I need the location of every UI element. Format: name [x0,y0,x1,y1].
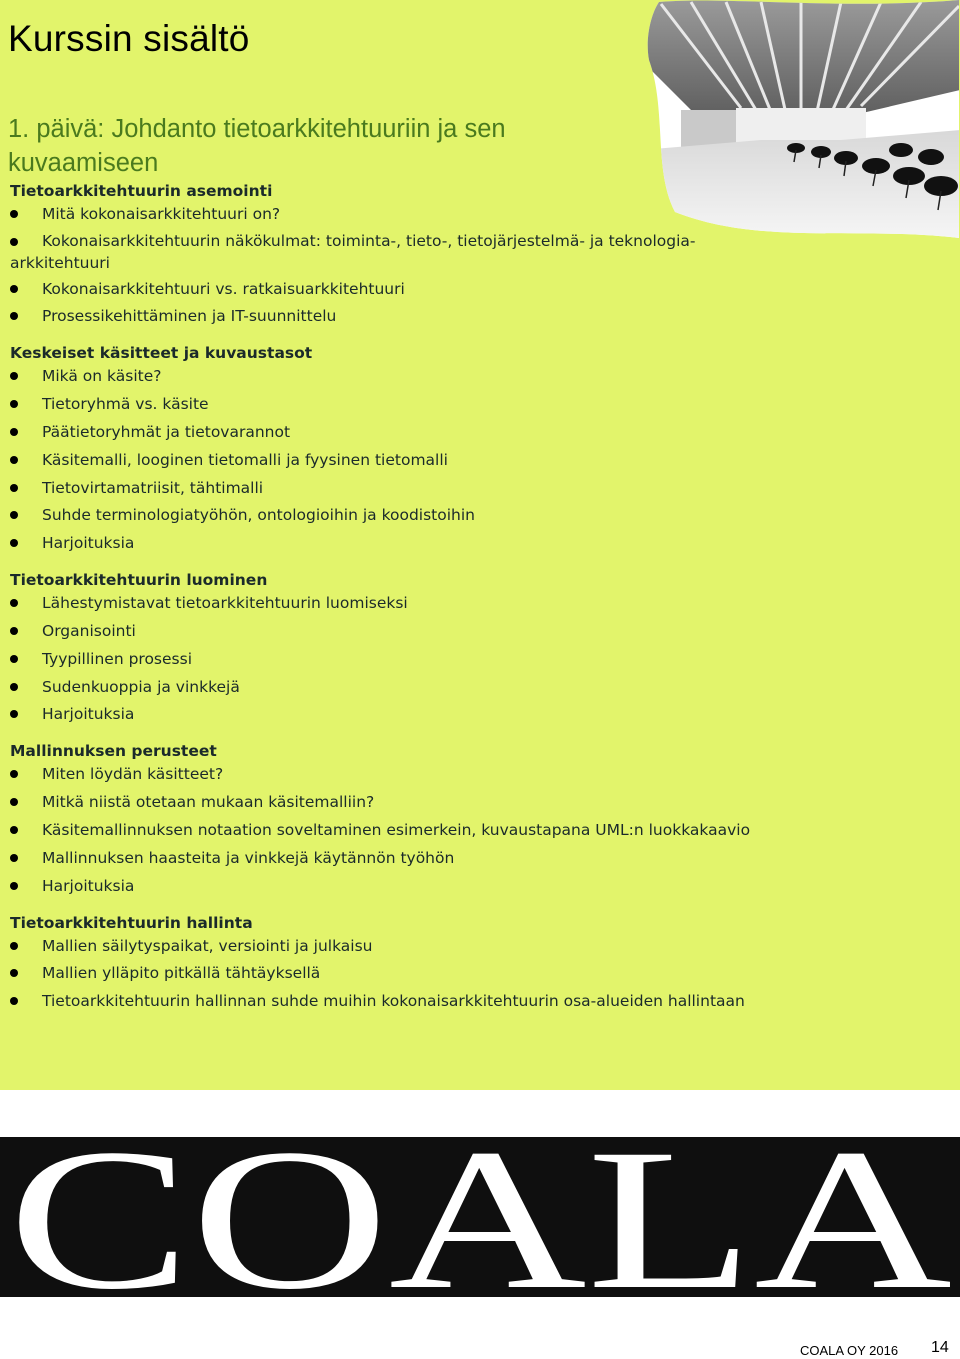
bullet-icon [10,710,18,718]
bullet-icon [10,456,18,464]
bullet-icon [10,826,18,834]
item-list [10,934,770,1015]
bullet-icon [10,655,18,663]
section-heading: Tietoarkkitehtuurin asemointi [10,182,273,200]
list-item-text: Mallinnuksen haasteita ja vinkkejä käytännön työhön [42,848,455,867]
bullet-icon [10,511,18,519]
section [10,740,770,898]
section-heading: Tietoarkkitehtuurin hallinta [10,913,253,932]
list-item [10,277,770,302]
list-item [10,762,770,787]
list-item [10,934,770,959]
day-title: 1. päivä: Johdanto tietoarkkitehtuuriin ja sen kuvaamiseen [8,115,506,177]
list-item [10,476,770,501]
list-item-text: Mitä kokonaisarkkitehtuuri on? [42,205,281,223]
list-item-text: Suhde terminologiatyöhön, ontologioihin ja koodistoihin [42,506,476,525]
list-item-text: Harjoituksia [42,534,135,553]
section-heading: Tietoarkkitehtuurin luominen [10,571,268,590]
list-item [10,420,770,445]
list-item [10,230,770,274]
list-item [10,364,770,389]
list-item [10,790,770,815]
list-item [10,591,770,616]
list-item-text: Miten löydän käsitteet? [42,765,224,784]
list-item [10,989,770,1014]
list-item [10,675,770,700]
list-item-text: Lähestymistavat tietoarkkitehtuurin luomiseksi [42,594,408,613]
list-item-text: Organisointi [42,621,136,640]
bullet-icon [10,942,18,950]
item-list [10,364,770,556]
coala-logo: COALA [8,1137,952,1297]
bullet-icon [10,372,18,380]
bullet-icon [10,854,18,862]
bullet-icon [10,312,18,320]
list-item [10,619,770,644]
list-item-text: Tietovirtamatriisit, tähtimalli [42,478,264,497]
list-item-text: Kokonaisarkkitehtuuri vs. ratkaisuarkkitehtuuri [42,279,405,298]
list-item [10,961,770,986]
list-item [10,531,770,556]
list-item-text: Tyypillinen prosessi [42,649,192,668]
list-item [10,202,770,227]
item-list [10,202,770,329]
bullet-icon [10,969,18,977]
page-title: Kurssin sisältö [8,18,250,59]
list-item-text: Käsitemalli, looginen tietomalli ja fyysinen tietomalli [42,450,448,469]
list-item-text: Tietoryhmä vs. käsite [42,395,209,414]
list-item-text: Mallien ylläpito pitkällä tähtäyksellä [42,964,321,983]
list-item [10,702,770,727]
bullet-icon [10,400,18,408]
bullet-icon [10,238,18,246]
list-item [10,647,770,672]
section [10,180,770,329]
list-item [10,448,770,473]
bullet-icon [10,997,18,1005]
bullet-icon [10,882,18,890]
bullet-icon [10,539,18,547]
list-item-text: Päätietoryhmät ja tietovarannot [42,422,291,441]
section-heading: Keskeiset käsitteet ja kuvaustasot [10,344,313,363]
section [10,569,770,727]
footer-company: COALA OY 2016 [800,1343,899,1358]
list-item-text: Mitkä niistä otetaan mukaan käsitemalliin? [42,793,375,812]
list-item [10,846,770,871]
list-item [10,392,770,417]
bullet-icon [10,285,18,293]
list-item-text: Sudenkuoppia ja vinkkejä [42,677,240,696]
list-item-text: Mallien säilytyspaikat, versiointi ja julkaisu [42,936,373,955]
list-item [10,503,770,528]
list-item-text: Harjoituksia [42,876,135,895]
item-list [10,762,770,898]
section-heading: Mallinnuksen perusteet [10,742,217,761]
bullet-icon [10,428,18,436]
list-item-text: Tietoarkkitehtuurin hallinnan suhde muihin kokonaisarkkitehtuurin osa-alueiden hallintaan [42,992,745,1011]
page-number: 14 [931,1339,949,1356]
list-item-text: Mikä on käsite? [42,367,162,386]
list-item [10,304,770,329]
bullet-icon [10,210,18,218]
bullet-icon [10,798,18,806]
course-content [10,180,770,1027]
bullet-icon [10,683,18,691]
bullet-icon [10,484,18,492]
coala-logo-banner [0,1137,960,1297]
bullet-icon [10,627,18,635]
list-item-text: Prosessikehittäminen ja IT-suunnittelu [42,307,337,326]
list-item-text: Kokonaisarkkitehtuurin näkökulmat: toiminta-, tieto-, tietojärjestelmä- ja teknologia-arkkitehtuuri [10,231,696,272]
section [10,342,770,556]
bullet-icon [10,599,18,607]
bullet-icon [10,770,18,778]
list-item-text: Käsitemallinnuksen notaation soveltaminen esimerkein, kuvaustapana UML:n luokkakaavio [42,820,751,839]
section [10,912,770,1015]
item-list [10,591,770,727]
list-item [10,818,770,843]
list-item-text: Harjoituksia [42,705,135,724]
list-item [10,874,770,899]
